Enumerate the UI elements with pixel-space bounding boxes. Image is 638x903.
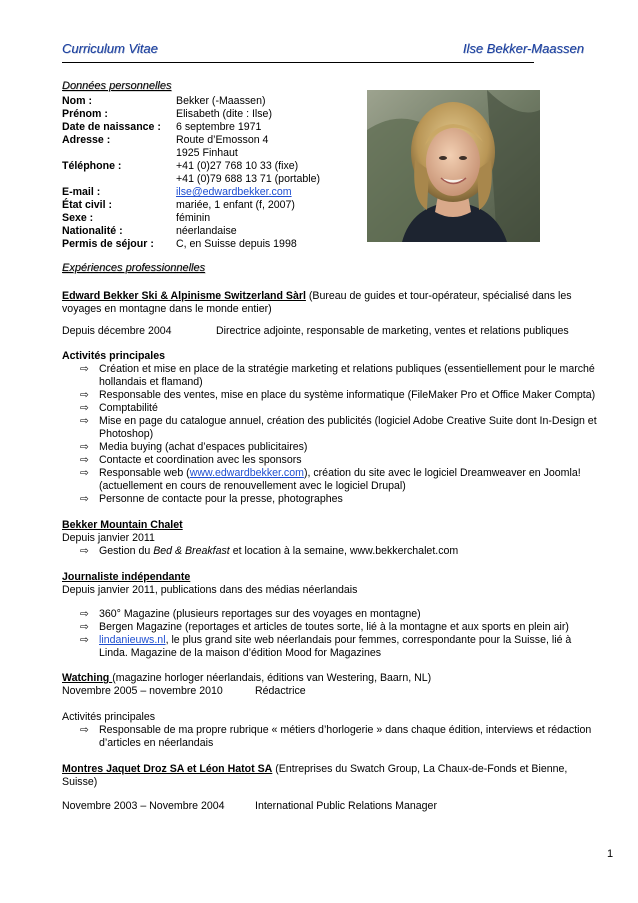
job-header [62,763,567,775]
arrow-bullet-icon: ⇨ [80,493,89,505]
field-value: féminin [176,212,211,224]
job-description: Depuis janvier 2011, publications dans des médias néerlandais [62,584,358,596]
list-item-cont: Photoshop) [99,428,154,440]
job-role: International Public Relations Manager [255,800,437,812]
section-title-experience: Expériences professionnelles [62,262,206,274]
list-item: ⇨ Création et mise en place de la stratégie marketing et relations publiques (essentiellement pour le marché [80,363,595,375]
job-role: Directrice adjointe, responsable de marketing, ventes et relations publiques [216,325,569,337]
field-label: Date de naissance : [62,121,161,133]
field-label: Nom : [62,95,93,107]
arrow-bullet-icon: ⇨ [80,389,89,401]
company-name: Journaliste indépendante [62,571,191,583]
field-value: 1925 Finhaut [176,147,238,159]
email-link[interactable]: ilse@edwardbekker.com [176,186,292,198]
website-link[interactable]: www.edwardbekker.com [189,467,304,479]
header-title: Curriculum Vitae [62,41,158,56]
field-value: Route d’Emosson 4 [176,134,269,146]
job-role: Rédactrice [255,685,306,697]
list-item: ⇨ Contacte et coordination avec les sponsors [80,454,302,466]
field-value: +41 (0)79 688 13 71 (portable) [176,173,320,185]
arrow-bullet-icon: ⇨ [80,454,89,466]
list-item: ⇨ Responsable web (www.edwardbekker.com), création du site avec le logiciel Dreamweaver en Joomla! [80,467,581,479]
job-period: Depuis décembre 2004 [62,325,172,337]
header-rule [62,62,534,63]
company-name: Watching [62,672,113,684]
arrow-bullet-icon: ⇨ [80,545,89,557]
list-item: ⇨ lindanieuws.nl, le plus grand site web néerlandais pour femmes, correspondante pour la Suisse, lié à [80,634,572,646]
header-name: Ilse Bekker-Maassen [462,41,584,56]
field-label: Nationalité : [62,225,123,237]
field-value: Bekker (-Maassen) [176,95,266,107]
field-value: 6 septembre 1971 [176,121,262,133]
list-item-cont: d’articles en néerlandais [99,737,214,749]
company-description: (Entreprises du Swatch Group, La Chaux-de-Fonds et Bienne, [272,763,568,775]
company-name: Bekker Mountain Chalet [62,519,183,531]
list-item: ⇨ Personne de contacte pour la presse, photographes [80,493,343,505]
arrow-bullet-icon: ⇨ [80,415,89,427]
job-period: Novembre 2003 – Novembre 2004 [62,800,225,812]
field-label: Sexe : [62,212,94,224]
field-label: Prénom : [62,108,108,120]
list-item: ⇨ Responsable de ma propre rubrique « métiers d’horlogerie » dans chaque édition, interviews et rédaction [80,724,592,736]
list-item: ⇨ Responsable des ventes, mise en place du système informatique (FileMaker Pro et Office Maker Compta) [80,389,596,401]
company-name: Edward Bekker Ski & Alpinisme Switzerland Sàrl [62,290,306,302]
field-value: néerlandaise [176,225,237,237]
job-header [62,290,572,302]
list-item: ⇨ Comptabilité [80,402,158,414]
activities-title: Activités principales [62,711,156,723]
list-item: ⇨ Gestion du Bed & Breakfast et location à la semaine, www.bekkerchalet.com [80,545,459,557]
list-item: ⇨ Media buying (achat d’espaces publicitaires) [80,441,308,453]
list-item-cont: Linda. Magazine de la maison d’édition Mood for Magazines [99,647,382,659]
arrow-bullet-icon: ⇨ [80,363,89,375]
arrow-bullet-icon: ⇨ [80,634,89,646]
job-header [62,672,431,684]
list-item-cont: hollandais et flamand) [99,376,203,388]
arrow-bullet-icon: ⇨ [80,621,89,633]
website-link[interactable]: lindanieuws.nl [99,634,166,646]
field-value: Elisabeth (dite : Ilse) [176,108,272,120]
job-period: Depuis janvier 2011 [62,532,155,544]
arrow-bullet-icon: ⇨ [80,467,89,479]
arrow-bullet-icon: ⇨ [80,608,89,620]
arrow-bullet-icon: ⇨ [80,402,89,414]
list-item: ⇨ 360° Magazine (plusieurs reportages sur des voyages en montagne) [80,608,421,620]
activities-title: Activités principales [62,350,166,362]
field-label: E-mail : [62,186,101,198]
list-item-cont: (actuellement en cours de renouvellement avec le logiciel Drupal) [99,480,406,492]
job-period: Novembre 2005 – novembre 2010 [62,685,223,697]
profile-photo [367,90,540,242]
company-description: (Bureau de guides et tour-opérateur, spécialisé dans les [305,290,572,302]
arrow-bullet-icon: ⇨ [80,441,89,453]
field-label: Adresse : [62,134,111,146]
arrow-bullet-icon: ⇨ [80,724,89,736]
field-label: Téléphone : [62,160,122,172]
field-label: Permis de séjour : [62,238,154,250]
section-title-personal: Données personnelles [62,80,172,92]
field-value: mariée, 1 enfant (f, 2007) [176,199,295,211]
company-description-cont: voyages en montagne dans le monde entier) [62,303,272,315]
page-header [62,41,584,61]
field-label: État civil : [62,199,113,211]
field-value: +41 (0)27 768 10 33 (fixe) [176,160,299,172]
page-number: 1 [607,848,614,860]
company-description-cont: Suisse) [62,776,98,788]
list-item: ⇨ Mise en page du catalogue annuel, création des publicités (logiciel Adobe Creative Suite dont In-Design et [80,415,597,427]
field-value: C, en Suisse depuis 1998 [176,238,297,250]
company-name: Montres Jaquet Droz SA et Léon Hatot SA [62,763,273,775]
company-description: (magazine horloger néerlandais, éditions van Westering, Baarn, NL) [112,672,432,684]
list-item: ⇨ Bergen Magazine (reportages et articles de toutes sorte, lié à la montagne et aux sports en plein air) [80,621,569,633]
